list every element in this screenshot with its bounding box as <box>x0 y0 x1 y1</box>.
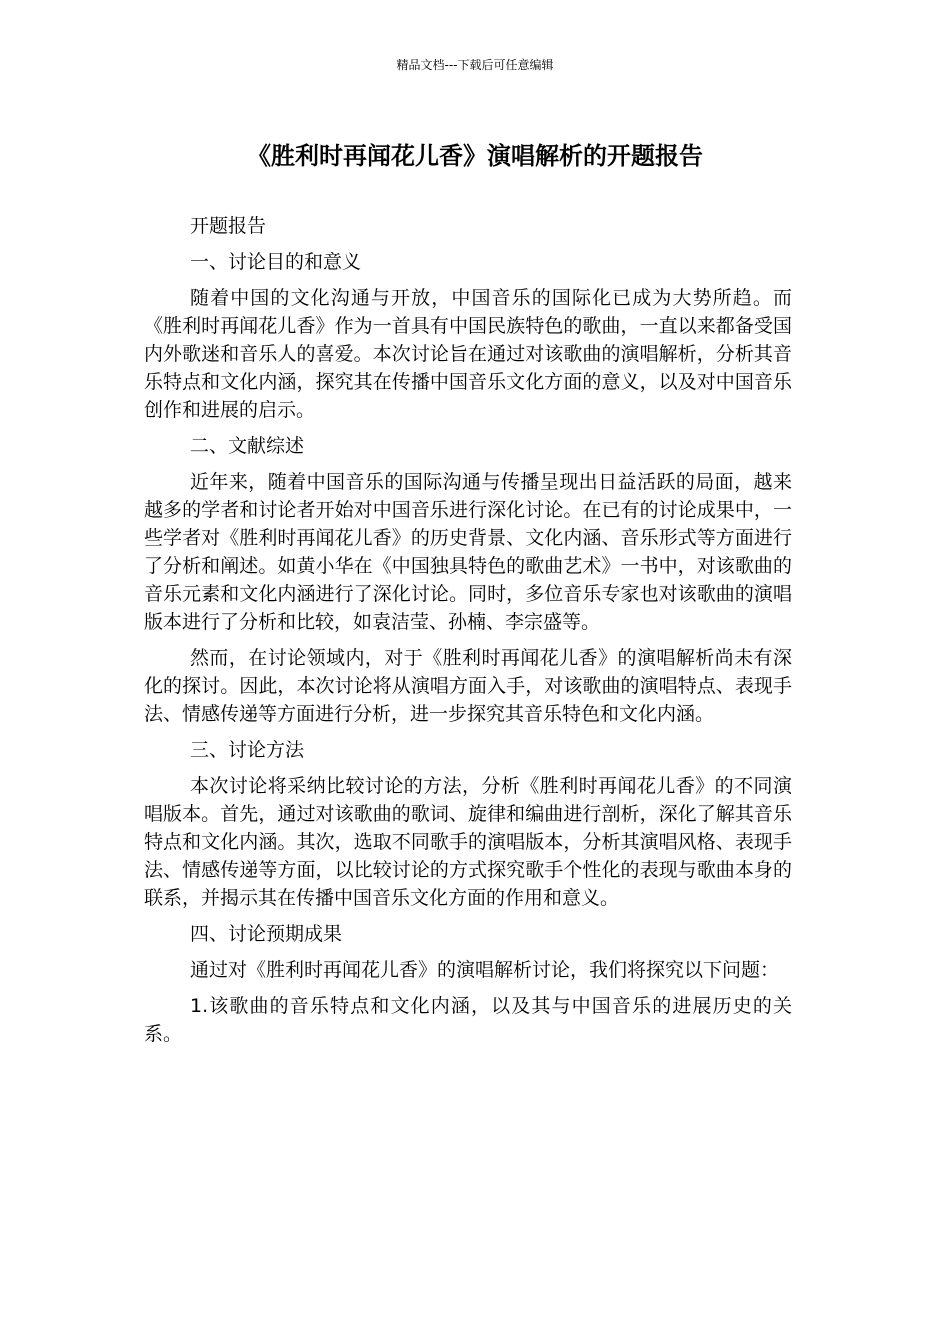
label-report: 开题报告 <box>190 215 267 237</box>
paragraph-purpose: 随着中国的文化沟通与开放，中国音乐的国际化已成为大势所趋。而《胜利时再闻花儿香》作为一首具有中国民族特色的歌曲，一直以来都备受国内外歌迷和音乐人的喜爱。本次讨论旨在通过对该歌曲的演唱解析，分析其音乐特点和文化内涵，探究其在传播中国音乐文化方面的意义，以及对中国音乐创作和进展的启示。 <box>144 287 792 421</box>
paragraph-literature-2: 然而，在讨论领域内，对于《胜利时再闻花儿香》的演唱解析尚未有深化的探讨。因此，本次讨论将从演唱方面入手，对该歌曲的演唱特点、表现手法、情感传递等方面进行分析，进一步探究其音乐特色和文化内涵。 <box>144 647 792 725</box>
document-title: 《胜利时再闻花儿香》演唱解析的开题报告 <box>247 142 703 170</box>
paragraph-literature-1: 近年来，随着中国音乐的国际沟通与传播呈现出日益活跃的局面，越来越多的学者和讨论者开始对中国音乐进行深化讨论。在已有的讨论成果中，一些学者对《胜利时再闻花儿香》的历史背景、文化内涵、音乐形式等方面进行了分析和阐述。如黄小华在《中国独具特色的歌曲艺术》一书中，对该歌曲的音乐元素和文化内涵进行了深化讨论。同时，多位音乐专家也对该歌曲的演唱版本进行了分析和比较，如袁洁莹、孙楠、李宗盛等。 <box>144 471 792 633</box>
list-item-outcome-1: 1.该歌曲的音乐特点和文化内涵，以及其与中国音乐的进展历史的关系。 <box>144 995 792 1045</box>
section-heading-outcomes: 四、讨论预期成果 <box>190 923 343 945</box>
section-heading-literature: 二、文献综述 <box>190 435 305 457</box>
section-heading-method: 三、讨论方法 <box>190 739 305 761</box>
document-body <box>144 212 792 1056</box>
paragraph-outcomes-intro: 通过对《胜利时再闻花儿香》的演唱解析讨论，我们将探究以下问题： <box>190 959 780 981</box>
section-heading-purpose: 一、讨论目的和意义 <box>190 251 362 273</box>
page-header: 精品文档---下载后可任意编辑 <box>396 58 554 72</box>
paragraph-method: 本次讨论将采纳比较讨论的方法，分析《胜利时再闻花儿香》的不同演唱版本。首先，通过对该歌曲的歌词、旋律和编曲进行剖析，深化了解其音乐特点和文化内涵。其次，选取不同歌手的演唱版本，分析其演唱风格、表现手法、情感传递等方面，以比较讨论的方式探究歌手个性化的表现与歌曲本身的联系，并揭示其在传播中国音乐文化方面的作用和意义。 <box>144 775 792 909</box>
